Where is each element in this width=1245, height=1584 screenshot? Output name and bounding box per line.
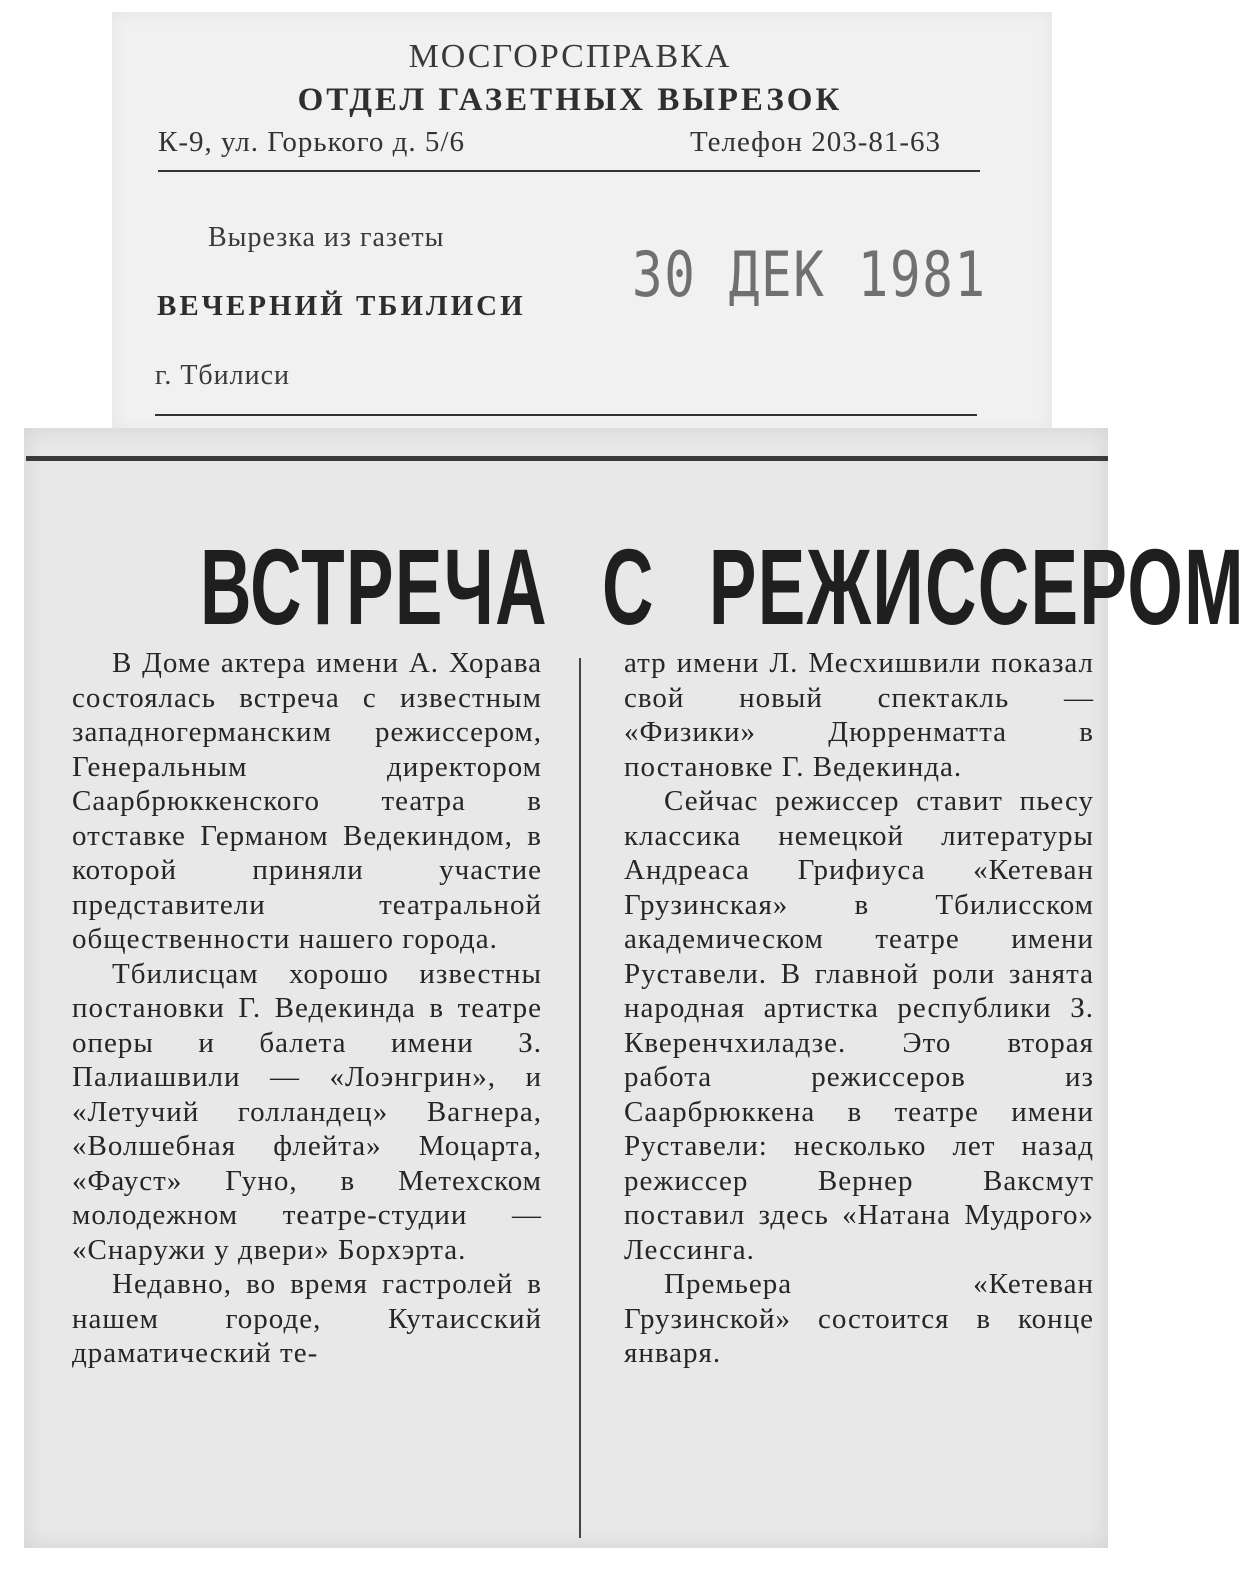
- agency-name: МОСГОРСПРАВКА: [408, 38, 732, 75]
- agency-phone: Телефон 203-81-63: [690, 126, 942, 158]
- article-headline: ВСТРЕЧА С РЕЖИССЕРОМ: [200, 526, 1245, 647]
- newspaper-clipping: [24, 428, 1245, 1548]
- clip-from-label: Вырезка из газеты: [208, 222, 445, 253]
- newspaper-city: г. Тбилиси: [155, 360, 291, 391]
- article-paragraph: Тбилисцам хорошо известны постановки Г. Ведекинда в театре оперы и балета имени З. Палиашвили — «Лоэнгрин», и «Летучий голландец» Вагнера, «Волшебная флейта» Моцарта, «Фауст» Гуно, в Метехском молодежном театре-студии — «Снаружи у двери» Борхэрта.: [72, 957, 542, 1266]
- article-column-left: [72, 646, 542, 1371]
- article-paragraph: Недавно, во время гастролей в нашем городе, Кутаисский драматический те-: [72, 1268, 542, 1369]
- slip-bottom-divider: [155, 414, 977, 416]
- article-paragraph: Сейчас режиссер ставит пьесу классика немецкой литературы Андреаса Грифиуса «Кетеван Грузинская» в Тбилисском академическом театре имени Руставели. В главной роли занята народная артистка республики З. Кверенчхиладзе. Это вторая работа режиссеров из Саарбрюккена в театре имени Руставели: несколько лет назад режиссер Вернер Ваксмут поставил здесь «Натана Мудрого» Лессинга.: [624, 785, 1094, 1266]
- article-paragraph: атр имени Л. Месхишвили показал свой новый спектакль — «Физики» Дюрренматта в постановке Г. Ведекинда.: [624, 647, 1094, 783]
- article-column-right: [624, 646, 1094, 1371]
- newspaper-name: ВЕЧЕРНИЙ ТБИЛИСИ: [157, 290, 526, 322]
- agency-address: К-9, ул. Горького д. 5/6: [158, 126, 465, 158]
- column-divider: [579, 658, 581, 1538]
- header-divider: [158, 170, 980, 172]
- date-stamp: 30 ДЕК 1981: [632, 238, 987, 311]
- article-paragraph: Премьера «Кетеван Грузинской» состоится в конце января.: [624, 1268, 1094, 1369]
- article-paragraph: В Доме актера имени А. Хорава состоялась встреча с известным западногерманским режиссером, Генеральным директором Саарбрюккенского театра в отставке Германом Ведекиндом, в которой приняли участие представители театральной общественности нашего города.: [72, 647, 542, 955]
- department-name: ОТДЕЛ ГАЗЕТНЫХ ВЫРЕЗОК: [297, 82, 843, 118]
- clipping-top-rule: [26, 456, 1108, 461]
